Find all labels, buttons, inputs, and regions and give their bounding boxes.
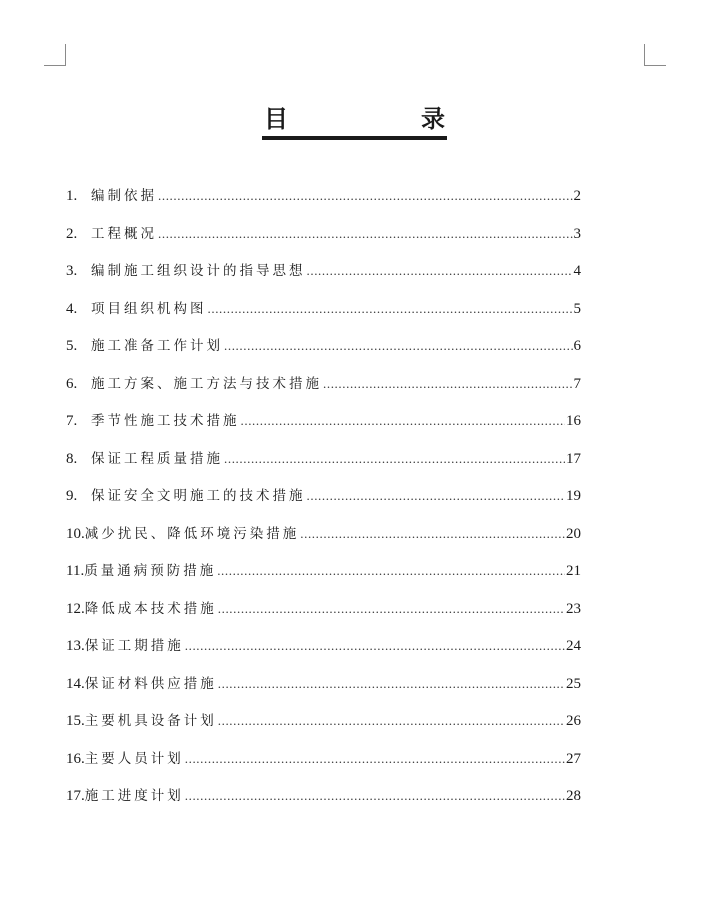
toc-entry-number: 6. bbox=[66, 375, 78, 392]
toc-entry-page: 3 bbox=[573, 225, 581, 242]
toc-entry-page: 4 bbox=[573, 263, 581, 279]
toc-dot-leader bbox=[217, 559, 565, 583]
toc-entry-page: 16 bbox=[566, 413, 581, 429]
toc-dot-leader bbox=[224, 334, 573, 358]
toc-dot-leader bbox=[158, 222, 573, 246]
toc-entry-number: 9. bbox=[66, 488, 78, 504]
toc-entry-title: 保证安全文明施工的技术措施 bbox=[91, 488, 306, 504]
toc-entry-title: 保证工程质量措施 bbox=[91, 450, 223, 467]
toc-entry-title: 施工准备工作计划 bbox=[91, 338, 223, 354]
toc-entry-title: 保证材料供应措施 bbox=[84, 675, 217, 692]
toc-entry-number: 5. bbox=[66, 338, 78, 354]
toc-entry-page: 2 bbox=[573, 188, 581, 204]
toc-entry-page: 20 bbox=[566, 525, 581, 542]
toc-entry[interactable] bbox=[66, 634, 581, 672]
toc-entry-title: 施工进度计划 bbox=[84, 788, 184, 804]
toc-entry-page: 27 bbox=[566, 750, 581, 767]
toc-entry-page: 17 bbox=[566, 450, 581, 467]
toc-entry[interactable] bbox=[66, 559, 581, 597]
toc-entry-number: 14. bbox=[66, 675, 85, 692]
toc-entry-number: 10. bbox=[66, 525, 85, 542]
crop-mark-top-left bbox=[44, 44, 66, 66]
toc-entry[interactable] bbox=[66, 447, 581, 485]
toc-entry[interactable] bbox=[66, 259, 581, 297]
toc-entry-number: 7. bbox=[66, 413, 78, 429]
toc-dot-leader bbox=[208, 297, 573, 321]
toc-entry-title: 项目组织机构图 bbox=[91, 300, 207, 317]
toc-entry-title: 降低成本技术措施 bbox=[84, 600, 217, 617]
toc-entry-title: 质量通病预防措施 bbox=[84, 563, 217, 579]
toc-entry[interactable] bbox=[66, 334, 581, 372]
toc-entry-number: 8. bbox=[66, 450, 78, 467]
toc-entry[interactable] bbox=[66, 597, 581, 635]
toc-entry-page: 24 bbox=[566, 638, 581, 654]
toc-entry-title: 保证工期措施 bbox=[84, 638, 184, 654]
toc-dot-leader bbox=[218, 672, 565, 696]
toc-entry-number: 15. bbox=[66, 713, 85, 729]
toc-dot-leader bbox=[307, 484, 566, 508]
toc-entry-number: 16. bbox=[66, 750, 85, 767]
toc-entry-page: 26 bbox=[566, 713, 581, 729]
table-of-contents bbox=[66, 184, 581, 822]
toc-entry[interactable] bbox=[66, 409, 581, 447]
toc-dot-leader bbox=[224, 447, 565, 471]
crop-mark-top-right bbox=[644, 44, 666, 66]
toc-dot-leader bbox=[300, 522, 565, 546]
toc-entry-page: 28 bbox=[566, 788, 581, 804]
toc-dot-leader bbox=[241, 409, 566, 433]
toc-dot-leader bbox=[185, 634, 565, 658]
page-title-char: 录 bbox=[421, 105, 445, 133]
toc-entry-number: 3. bbox=[66, 263, 78, 279]
toc-entry[interactable] bbox=[66, 372, 581, 410]
toc-entry-number: 12. bbox=[66, 600, 85, 617]
toc-entry[interactable] bbox=[66, 297, 581, 335]
toc-entry[interactable] bbox=[66, 672, 581, 710]
toc-entry[interactable] bbox=[66, 222, 581, 260]
toc-entry-title: 减少扰民、降低环境污染措施 bbox=[84, 525, 300, 542]
toc-entry-number: 11. bbox=[66, 563, 85, 579]
toc-entry[interactable] bbox=[66, 784, 581, 822]
toc-entry-title: 工程概况 bbox=[91, 225, 157, 242]
toc-dot-leader bbox=[185, 784, 565, 808]
toc-entry-page: 5 bbox=[573, 300, 581, 317]
toc-entry-number: 1. bbox=[66, 188, 78, 204]
toc-dot-leader bbox=[323, 372, 573, 396]
toc-entry-page: 23 bbox=[566, 600, 581, 617]
toc-entry-title: 主要人员计划 bbox=[84, 750, 184, 767]
toc-entry-title: 季节性施工技术措施 bbox=[91, 413, 240, 429]
toc-dot-leader bbox=[218, 709, 565, 733]
toc-entry-page: 19 bbox=[566, 488, 581, 504]
toc-dot-leader bbox=[218, 597, 565, 621]
toc-entry-page: 6 bbox=[573, 338, 581, 354]
toc-entry-page: 25 bbox=[566, 675, 581, 692]
toc-entry-title: 施工方案、施工方法与技术措施 bbox=[91, 375, 322, 392]
toc-entry[interactable] bbox=[66, 522, 581, 560]
toc-entry-number: 13. bbox=[66, 638, 85, 654]
page-title-char: 目 bbox=[264, 105, 288, 133]
toc-entry-page: 21 bbox=[566, 563, 581, 579]
toc-dot-leader bbox=[307, 259, 573, 283]
toc-dot-leader bbox=[185, 747, 565, 771]
toc-dot-leader bbox=[158, 184, 573, 208]
page-title bbox=[262, 104, 447, 140]
toc-entry[interactable] bbox=[66, 184, 581, 222]
toc-entry-number: 4. bbox=[66, 300, 78, 317]
toc-entry-title: 编制依据 bbox=[91, 188, 157, 204]
toc-entry[interactable] bbox=[66, 709, 581, 747]
toc-entry-number: 17. bbox=[66, 788, 85, 804]
toc-entry-page: 7 bbox=[573, 375, 581, 392]
toc-entry-number: 2. bbox=[66, 225, 78, 242]
toc-entry[interactable] bbox=[66, 484, 581, 522]
toc-entry-title: 主要机具设备计划 bbox=[84, 713, 217, 729]
toc-entry-title: 编制施工组织设计的指导思想 bbox=[91, 263, 306, 279]
toc-entry[interactable] bbox=[66, 747, 581, 785]
